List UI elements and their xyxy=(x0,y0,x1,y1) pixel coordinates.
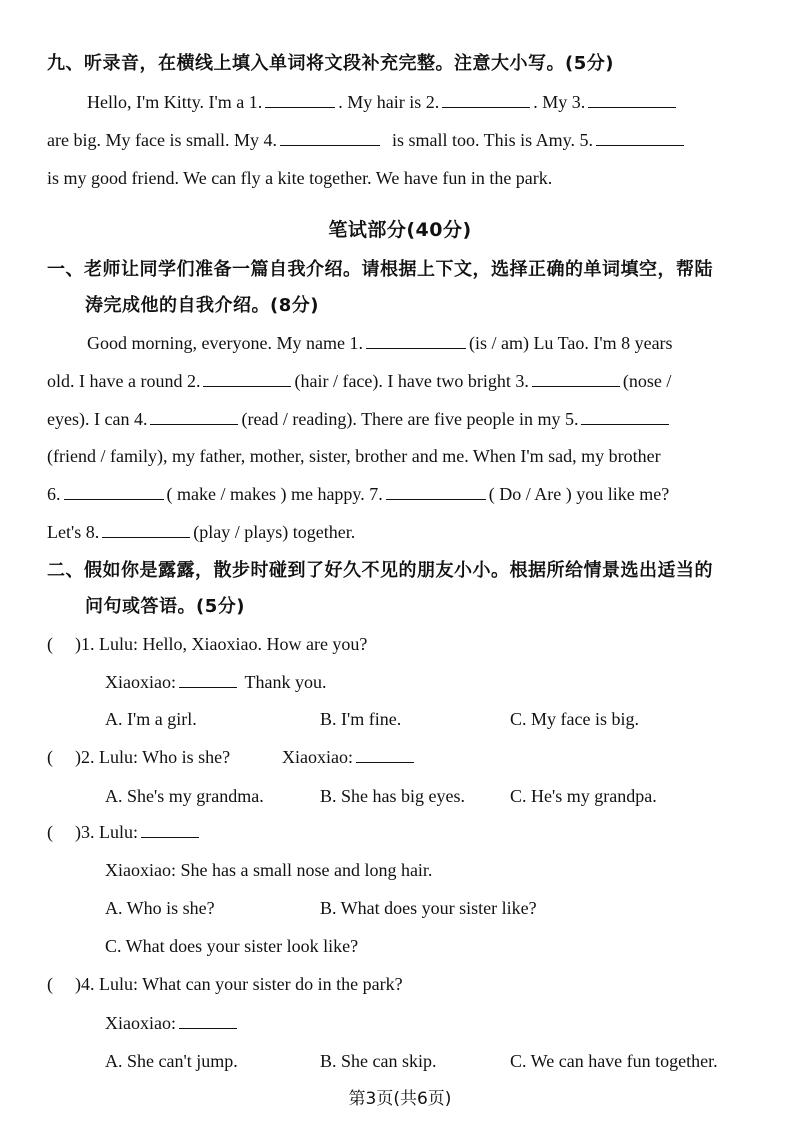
p1-blank-3[interactable] xyxy=(532,370,620,387)
q4-stem: )4. Lulu: What can your sister do in the park? xyxy=(75,974,403,994)
q1-option-c: C. My face is big. xyxy=(510,709,639,729)
blank-2[interactable] xyxy=(442,91,530,108)
q2-reply: Xiaoxiao: xyxy=(282,745,417,769)
blank-3[interactable] xyxy=(588,91,676,108)
p1-blank-1[interactable] xyxy=(366,332,466,349)
p1-blank-4[interactable] xyxy=(150,408,238,425)
q3-stem-row: )3. Lulu: xyxy=(75,820,202,844)
q3-option-c: C. What does your sister look like? xyxy=(105,936,359,956)
page-number-footer: 第3页(共6页) xyxy=(348,1089,452,1109)
q1-reply: Xiaoxiao: Thank you. xyxy=(105,672,327,692)
q3-option-b: B. What does your sister like? xyxy=(320,898,537,918)
p1-blank-2[interactable] xyxy=(203,370,291,387)
q3-option-a: A. Who is she? xyxy=(105,898,215,918)
q2-option-a: A. She's my grandma. xyxy=(105,786,264,806)
q4-blank[interactable] xyxy=(179,1012,237,1029)
part1-line2: old. I have a round 2. (hair / face). I have two bright 3. (nose / xyxy=(47,371,672,391)
section9-title: 九、听录音，在横线上填入单词将文段补充完整。注意大小写。(5分) xyxy=(47,53,614,74)
q3-answer-paren[interactable]: ( xyxy=(47,822,53,842)
section9-line2: are big. My face is small. My 4. is small too. This is Amy. 5. xyxy=(47,128,687,152)
part1-line6: Let's 8. (play / plays) together. xyxy=(47,522,356,542)
part1-line4: (friend / family), my father, mother, sister, brother and me. When I'm sad, my brother xyxy=(47,446,661,466)
q2-option-c: C. He's my grandpa. xyxy=(510,786,657,806)
q4-option-b: B. She can skip. xyxy=(320,1051,437,1071)
q4-option-c: C. We can have fun together. xyxy=(510,1051,718,1071)
part1-line1: Good morning, everyone. My name 1. (is / am) Lu Tao. I'm 8 years xyxy=(87,333,673,353)
q1-option-b: B. I'm fine. xyxy=(320,709,402,729)
q1-answer-paren[interactable]: ( xyxy=(47,634,53,654)
q1-stem: )1. Lulu: Hello, Xiaoxiao. How are you? xyxy=(75,634,368,654)
q4-reply: Xiaoxiao: xyxy=(105,1011,240,1035)
part1-title-line1: 一、老师让同学们准备一篇自我介绍。请根据上下文，选择正确的单词填空，帮陆 xyxy=(47,259,713,280)
section9-line3: is my good friend. We can fly a kite together. We have fun in the park. xyxy=(47,168,553,188)
p1-blank-6[interactable] xyxy=(64,483,164,500)
q2-blank[interactable] xyxy=(356,746,414,763)
part1-line5: 6. ( make / makes ) me happy. 7. ( Do / Are ) you like me? xyxy=(47,484,670,504)
q3-blank[interactable] xyxy=(141,821,199,838)
written-part-header: 笔试部分(40分) xyxy=(328,219,472,241)
part1-title-line2: 涛完成他的自我介绍。(8分) xyxy=(85,295,319,316)
section9-line1: Hello, I'm Kitty. I'm a 1. . My hair is 2. . My 3. xyxy=(87,90,679,114)
blank-1[interactable] xyxy=(265,91,335,108)
part2-title-line1: 二、假如你是露露，散步时碰到了好久不见的朋友小小。根据所给情景选出适当的 xyxy=(47,560,713,581)
p1-blank-7[interactable] xyxy=(386,483,486,500)
q4-option-a: A. She can't jump. xyxy=(105,1051,238,1071)
q1-blank[interactable] xyxy=(179,671,237,688)
q4-answer-paren[interactable]: ( xyxy=(47,974,53,994)
p1-blank-5[interactable] xyxy=(581,408,669,425)
q2-stem: )2. Lulu: Who is she? xyxy=(75,747,231,767)
part2-title-line2: 问句或答语。(5分) xyxy=(85,596,245,617)
p1-blank-8[interactable] xyxy=(102,521,190,538)
blank-5[interactable] xyxy=(596,129,684,146)
q2-option-b: B. She has big eyes. xyxy=(320,786,465,806)
q1-option-a: A. I'm a girl. xyxy=(105,709,197,729)
blank-4[interactable] xyxy=(280,129,380,146)
q2-answer-paren[interactable]: ( xyxy=(47,747,53,767)
q3-reply: Xiaoxiao: She has a small nose and long hair. xyxy=(105,860,433,880)
part1-line3: eyes). I can 4. (read / reading). There are five people in my 5. xyxy=(47,407,672,431)
